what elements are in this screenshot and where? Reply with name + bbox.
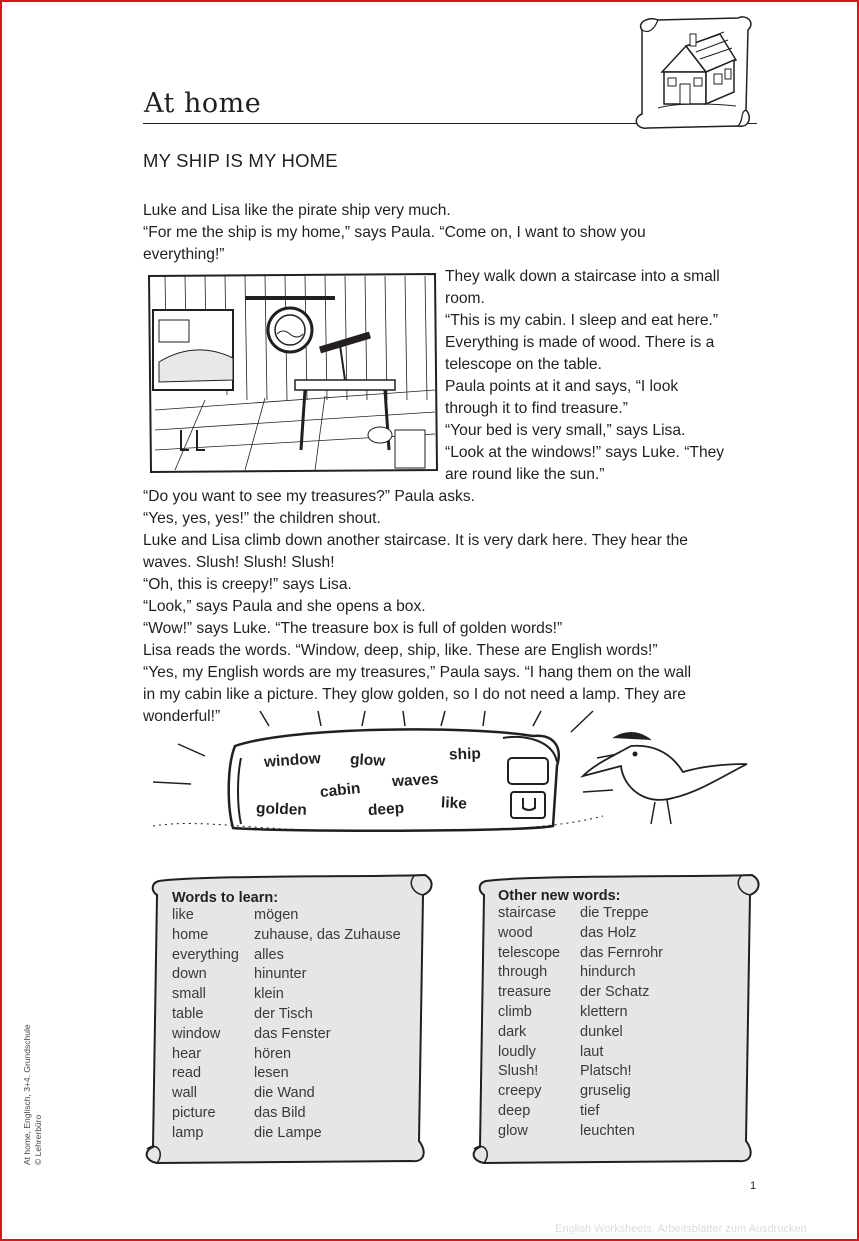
vocab-german: mögen xyxy=(254,907,299,923)
story-line: in my cabin like a picture. They glow golden, so I do not need a lamp. They are xyxy=(143,686,686,703)
vocab-german: zuhause, das Zuhause xyxy=(254,926,401,943)
vocab-german: klettern xyxy=(580,1004,628,1020)
vocab-english: wood xyxy=(498,924,533,941)
vocab-german: lesen xyxy=(254,1065,289,1082)
vocab-german: der Tisch xyxy=(254,1006,313,1022)
vocab-english: Slush! xyxy=(498,1063,539,1080)
vocab-german: hindurch xyxy=(580,964,636,981)
vocab-german: dunkel xyxy=(580,1023,623,1040)
page-number: 1 xyxy=(750,1180,757,1192)
story-line: “Your bed is very small,” says Lisa. xyxy=(445,422,686,439)
watermark: English Worksheets, Arbeitsblätter zum Ausdrucken xyxy=(555,1223,807,1235)
vocab-english: glow xyxy=(498,1122,528,1139)
vocab-german: hinunter xyxy=(254,966,307,983)
story-line: room. xyxy=(445,290,485,307)
vocab-german: der Schatz xyxy=(580,984,650,1001)
story-line: “Wow!” says Luke. “The treasure box is full of golden words!” xyxy=(143,620,563,637)
vocab-english: everything xyxy=(172,946,239,963)
vocab-german: klein xyxy=(254,986,284,1003)
vocab-english: down xyxy=(172,966,207,983)
vocab-german: das Holz xyxy=(580,924,637,941)
page-title: At home xyxy=(144,88,262,119)
vocab-german: das Fenster xyxy=(254,1025,331,1042)
story-line: are round like the sun.” xyxy=(445,466,605,483)
vocab-english: picture xyxy=(172,1105,216,1121)
vocab-german: laut xyxy=(580,1043,604,1060)
words-to-learn-title: Words to learn: xyxy=(172,890,279,906)
vocab-english: window xyxy=(172,1025,221,1042)
story-line: through it to find treasure.” xyxy=(445,400,628,417)
story-line: “For me the ship is my home,” says Paula. “Come on, I want to show you xyxy=(143,224,646,241)
vocab-english: like xyxy=(172,907,194,923)
story-line: Everything is made of wood. There is a xyxy=(445,334,715,351)
other-new-words-title: Other new words: xyxy=(498,888,621,904)
treasure-chest-illustration xyxy=(143,706,753,846)
story-line: Lisa reads the words. “Window, deep, ship, like. These are English words!” xyxy=(143,642,658,659)
chest-word: waves xyxy=(391,770,439,791)
vocab-english: dark xyxy=(498,1023,527,1040)
chest-word: deep xyxy=(367,799,405,820)
story-line: Luke and Lisa like the pirate ship very much. xyxy=(143,202,451,219)
vocab-german: Platsch! xyxy=(580,1063,632,1080)
story-line: “Yes, yes, yes!” the children shout. xyxy=(143,510,381,527)
chest-word: cabin xyxy=(319,779,362,802)
story-line: They walk down a staircase into a small xyxy=(445,268,720,285)
vocab-german: die Lampe xyxy=(254,1124,322,1141)
story-title: MY SHIP IS MY HOME xyxy=(143,150,338,171)
chest-word: window xyxy=(263,750,322,771)
vocab-german: tief xyxy=(580,1103,600,1119)
vocab-english: staircase xyxy=(498,905,557,921)
story-line: Paula points at it and says, “I look xyxy=(445,378,679,395)
vocab-english: creepy xyxy=(498,1083,542,1100)
story-line: “This is my cabin. I sleep and eat here.” xyxy=(445,312,719,329)
vocab-german: hören xyxy=(254,1045,292,1062)
vocab-english: wall xyxy=(172,1085,197,1102)
vocab-german: alles xyxy=(254,946,284,963)
vocab-english: climb xyxy=(498,1004,532,1020)
story-line: “Look,” says Paula and she opens a box. xyxy=(143,598,426,615)
vocab-english: treasure xyxy=(498,984,552,1001)
story-line: “Look at the windows!” says Luke. “They xyxy=(445,444,725,461)
vocab-german: leuchten xyxy=(580,1122,635,1139)
vocab-english: home xyxy=(172,926,209,943)
story-line: “Oh, this is creepy!” says Lisa. xyxy=(143,576,352,593)
chest-word: ship xyxy=(448,745,482,764)
vocab-english: small xyxy=(172,986,206,1003)
story-line: wonderful!” xyxy=(143,708,221,725)
story-line: waves. Slush! Slush! Slush! xyxy=(143,554,335,571)
copyright-side-note xyxy=(22,1024,44,1165)
vocab-german: das Bild xyxy=(254,1105,306,1121)
vocab-german: die Wand xyxy=(254,1085,315,1102)
chest-word: golden xyxy=(255,800,308,819)
vocab-german: die Treppe xyxy=(580,905,649,921)
story-line: “Do you want to see my treasures?” Paula asks. xyxy=(143,488,475,505)
house-scroll-illustration xyxy=(628,12,760,134)
vocab-english: read xyxy=(172,1065,202,1082)
vocab-english: table xyxy=(172,1006,204,1022)
story-line: Luke and Lisa climb down another staircase. It is very dark here. They hear the xyxy=(143,532,688,549)
chest-word: like xyxy=(440,794,468,813)
vocab-german: gruselig xyxy=(580,1083,631,1100)
vocab-english: telescope xyxy=(498,944,561,961)
vocab-english: hear xyxy=(172,1045,202,1062)
vocab-german: das Fernrohr xyxy=(580,944,664,961)
chest-word: glow xyxy=(349,751,386,770)
story-line: telescope on the table. xyxy=(445,356,602,373)
cabin-illustration xyxy=(145,270,439,475)
side-note-line-2: © Lehrerbüro xyxy=(33,1114,43,1165)
vocab-english: deep xyxy=(498,1103,531,1119)
vocab-english: through xyxy=(498,964,548,981)
story-line: everything!” xyxy=(143,246,225,263)
story-line: “Yes, my English words are my treasures,” Paula says. “I hang them on the wall xyxy=(143,664,692,681)
side-note-line-1: At home, Englisch, 3+4. Grundschule xyxy=(22,1024,32,1165)
vocab-english: loudly xyxy=(498,1043,536,1060)
vocab-english: lamp xyxy=(172,1124,204,1141)
